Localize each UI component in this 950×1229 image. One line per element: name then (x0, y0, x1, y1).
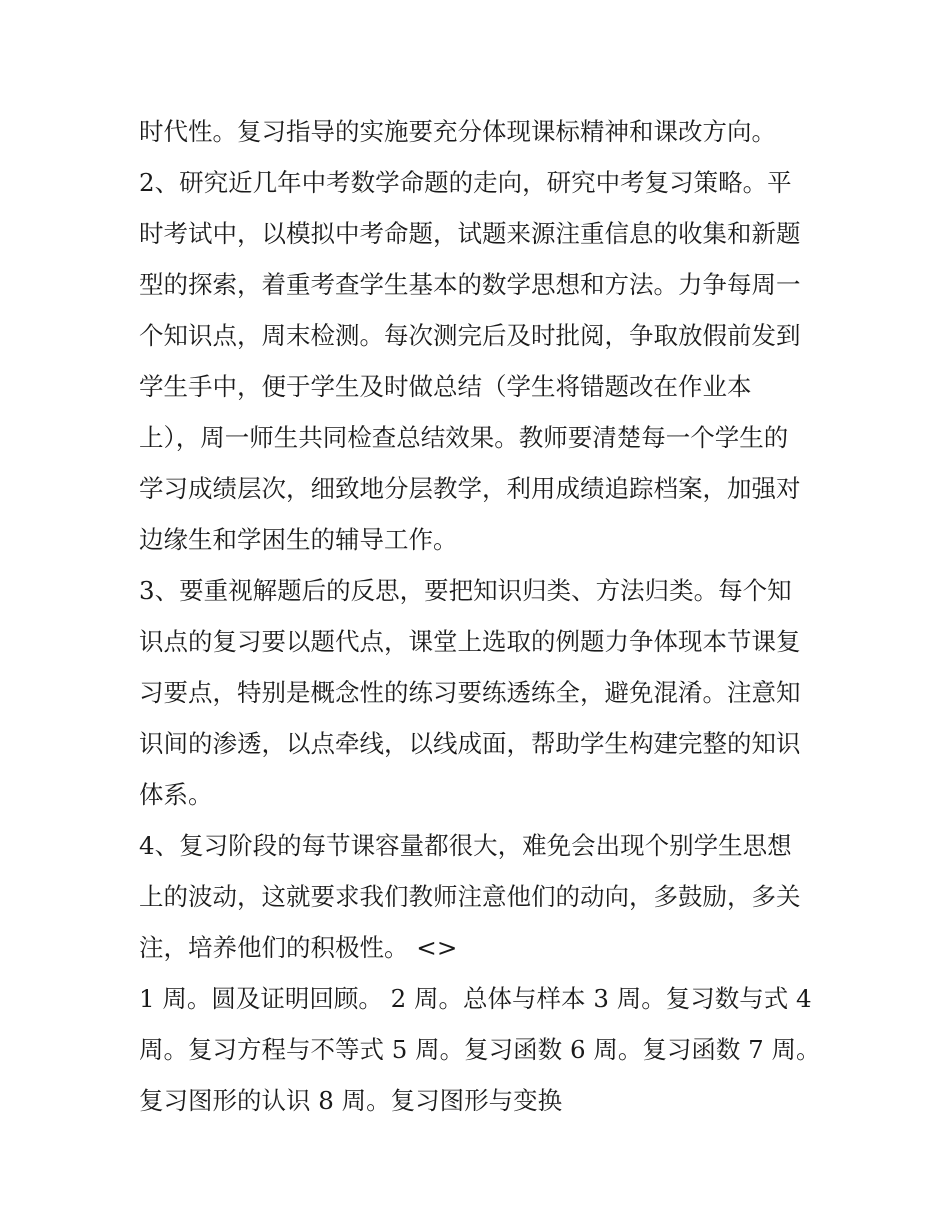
text-line: 周。复习方程与不等式 5 周。复习函数 6 周。复习函数 7 周。 (139, 1035, 821, 1064)
text-line: 识点的复习要以题代点，课堂上选取的例题力争体现本节课复 (139, 627, 801, 656)
text-line: 习要点，特别是概念性的练习要练透练全，避免混淆。注意知 (139, 678, 801, 707)
text-line: 上的波动，这就要求我们教师注意他们的动向，多鼓励，多关 (139, 882, 801, 911)
text-line: 学生手中，便于学生及时做总结（学生将错题改在作业本 (139, 372, 752, 401)
text-line: 上），周一师生共同检查总结效果。教师要清楚每一个学生的 (139, 423, 789, 452)
text-line: 1 周。圆及证明回顾。 2 周。总体与样本 3 周。复习数与式 4 (139, 984, 812, 1013)
text-line: 注，培养他们的积极性。 <> (139, 933, 458, 962)
text-line: 边缘生和学困生的辅导工作。 (139, 525, 458, 554)
text-line: 识间的渗透，以点牵线，以线成面，帮助学生构建完整的知识 (139, 729, 801, 758)
text-line: 体系。 (139, 780, 213, 809)
text-line: 个知识点，周末检测。每次测完后及时批阅，争取放假前发到 (139, 321, 801, 350)
text-line: 时考试中，以模拟中考命题，试题来源注重信息的收集和新题 (139, 219, 801, 248)
text-line: 复习图形的认识 8 周。复习图形与变换 (139, 1086, 563, 1115)
text-line: 4、复习阶段的每节课容量都很大，难免会出现个别学生思想 (139, 831, 792, 860)
text-line: 时代性。复习指导的实施要充分体现课标精神和课改方向。 (139, 117, 776, 146)
text-line: 3、要重视解题后的反思，要把知识归类、方法归类。每个知 (139, 576, 792, 605)
text-line: 2、研究近几年中考数学命题的走向，研究中考复习策略。平 (139, 168, 792, 197)
text-line: 学习成绩层次，细致地分层教学，利用成绩追踪档案，加强对 (139, 474, 801, 503)
document-body (139, 106, 829, 1126)
text-line: 型的探索，着重考查学生基本的数学思想和方法。力争每周一 (139, 270, 801, 299)
